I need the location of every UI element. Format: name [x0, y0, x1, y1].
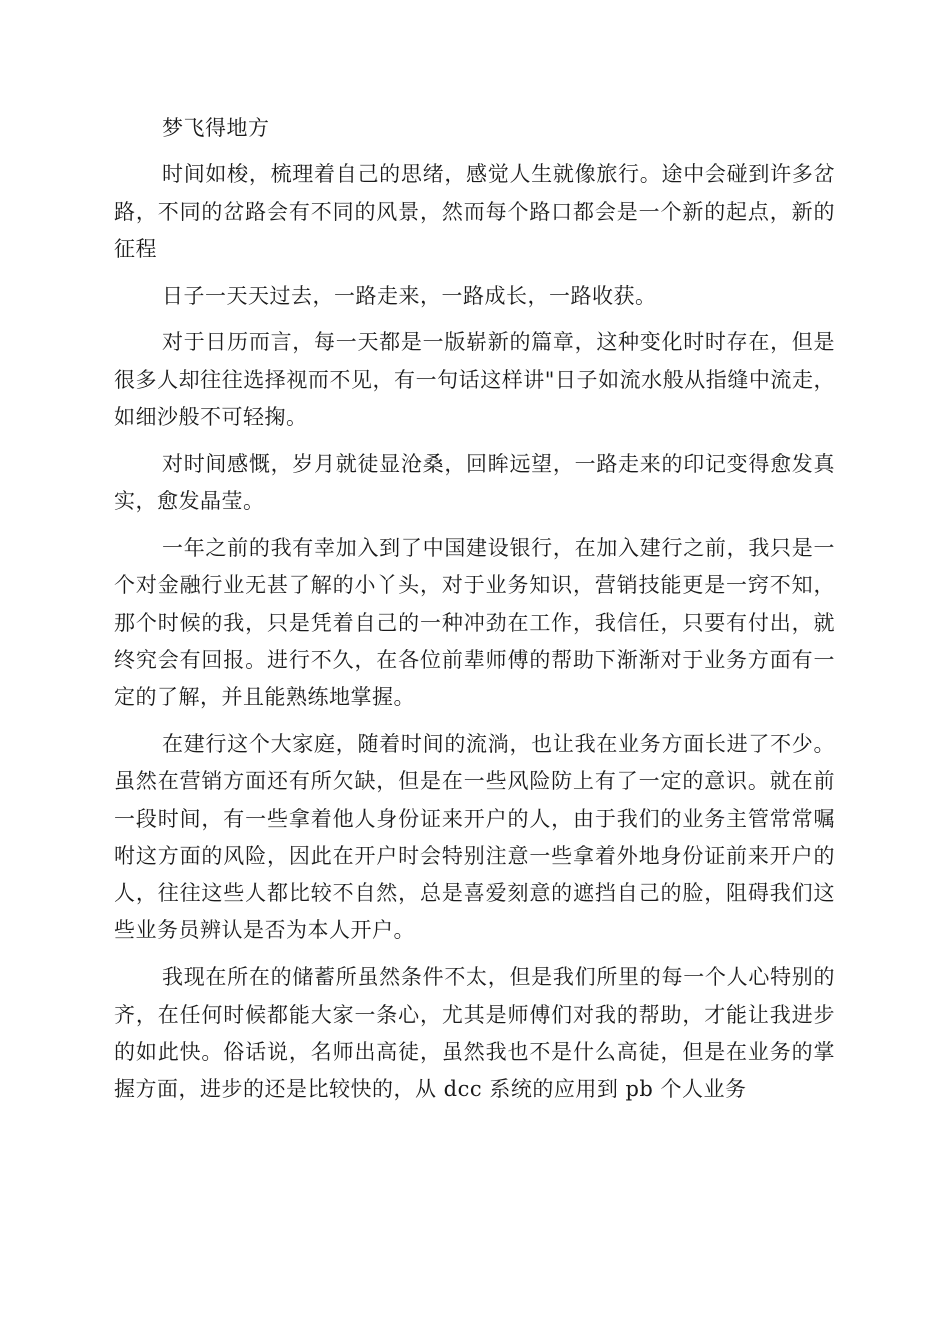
paragraph: 我现在所在的储蓄所虽然条件不太，但是我们所里的每一个人心特别的齐，在任何时候都能大家一条心，尤其是师傅们对我的帮助，才能让我进步的如此快。俗话说，名师出高徒，虽然我也不是什么高徒，但是在业务的掌握方面，进步的还是比较快的，从 dcc 系统的应用到 pb 个人业务: [114, 965, 835, 1102]
paragraph: 一年之前的我有幸加入到了中国建设银行，在加入建行之前，我只是一个对金融行业无甚了解的小丫头，对于业务知识，营销技能更是一窍不知，那个时候的我，只是凭着自己的一种冲劲在工作，我信任，只要有付出，就终究会有回报。进行不久，在各位前辈师傅的帮助下渐渐对于业务方面有一定的了解，并且能熟练地掌握。: [114, 535, 835, 710]
paragraph: 时间如梭，梳理着自己的思绪，感觉人生就像旅行。途中会碰到许多岔路，不同的岔路会有不同的风景，然而每个路口都会是一个新的起点，新的征程: [114, 162, 835, 261]
paragraph: 对于日历而言，每一天都是一版崭新的篇章，这种变化时时存在，但是很多人却往往选择视而不见，有一句话这样讲"日子如流水般从指缝中流走，如细沙般不可轻掬。: [114, 330, 835, 430]
paragraph: 在建行这个大家庭，随着时间的流淌，也让我在业务方面长进了不少。虽然在营销方面还有所欠缺，但是在一些风险防上有了一定的意识。就在前一段时间，有一些拿着他人身份证来开户的人，由于我们的业务主管常常嘱咐这方面的风险，因此在开户时会特别注意一些拿着外地身份证前来开户的人，往往这些人都比较不自然，总是喜爱刻意的遮挡自己的脸，阻碍我们这些业务员辨认是否为本人开户。: [114, 731, 835, 943]
document-title: 梦飞得地方: [162, 116, 270, 140]
paragraph: 对时间感慨，岁月就徒显沧桑，回眸远望，一路走来的印记变得愈发真实，愈发晶莹。: [114, 451, 835, 514]
paragraph: 日子一天天过去，一路走来，一路成长，一路收获。: [162, 283, 657, 308]
document-page: [114, 110, 835, 1118]
